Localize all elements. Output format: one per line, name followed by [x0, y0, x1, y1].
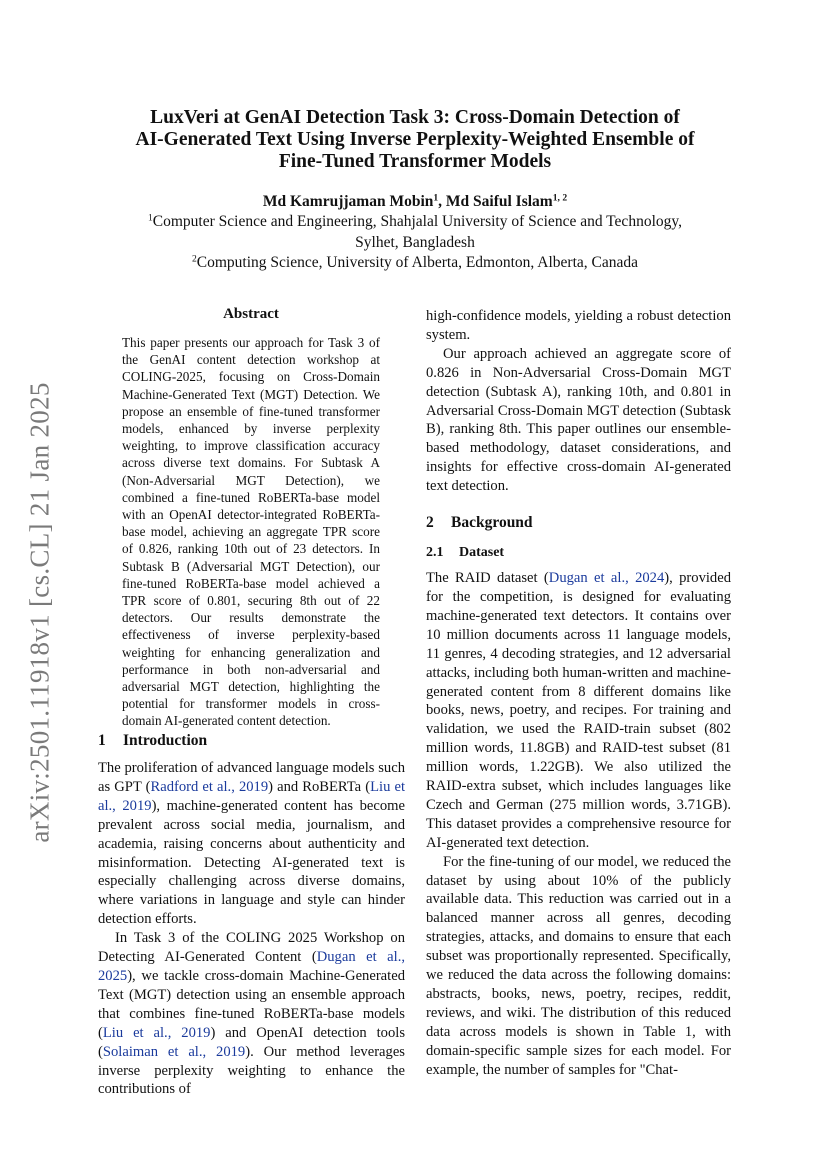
- text-run: ) and OpenAI detection tools (: [98, 1024, 406, 1060]
- text-run: The RAID dataset (: [426, 570, 549, 587]
- paragraph: [98, 759, 405, 929]
- subsection-number: 2.1: [426, 545, 444, 561]
- dataset-text: [426, 569, 731, 1079]
- abstract-heading: Abstract: [223, 306, 279, 322]
- affil-mark: 1: [147, 212, 153, 224]
- paper-title: [110, 107, 720, 173]
- affiliation: [110, 212, 720, 233]
- text-run: ), provided for the competition, is designed for evaluating machine-generated text detectors. It contains over 10 million documents across 11 language models, 11 genres, 4 decoding strategies, and 12 adversarial attacks, including both human-written and machine-generated content from 8 different domains like books, news, poetry, and recipes. For training and validation, we used the RAID-train subset (802 million words, 11.8GB) and RAID-test subset (81 million words, 1.22GB). We also utilized the RAID-extra subset, which includes languages like Czech and German (275 million words, 3.71GB). This dataset provides a comprehensive resource for AI-generated text detection.: [426, 570, 731, 851]
- section-heading: [98, 731, 405, 751]
- paragraph: [426, 569, 731, 853]
- author-name: Md Kamrujjaman Mobin: [262, 193, 434, 210]
- subsection-title: Dataset: [459, 545, 505, 561]
- affil-text: Computer Science and Engineering, Shahjalal University of Science and Technology,: [152, 213, 682, 230]
- text-run: ), machine-generated content has become prevalent across social media, journalism, and academia, raising concerns about authenticity and misinformation. Detecting AI-generated text is especially challenging across diverse domains, where variations in language and style can hinder detection efforts.: [98, 797, 405, 928]
- affil-text: Computing Science, University of Alberta, Edmonton, Alberta, Canada: [196, 254, 639, 271]
- section-number: 1: [98, 732, 106, 749]
- subsection-heading: [426, 544, 731, 562]
- arxiv-stamp: [20, 372, 60, 852]
- text-run: The proliferation of advanced language models such as GPT (: [98, 760, 405, 795]
- title-line: LuxVeri at GenAI Detection Task 3: Cross-Domain Detection of: [150, 107, 680, 128]
- citation-link[interactable]: Solaiman et al., 2019: [102, 1043, 246, 1060]
- title-line: AI-Generated Text Using Inverse Perplexity-Weighted Ensemble of: [135, 129, 695, 150]
- section-title: Background: [451, 514, 533, 532]
- affiliation-cont: Sylhet, Bangladesh: [355, 233, 475, 251]
- affiliation: [110, 253, 720, 274]
- citation-link[interactable]: Liu et al., 2019: [98, 778, 405, 814]
- text-run: In Task 3 of the COLING 2025 Workshop on Detecting AI-Generated Content (: [98, 930, 405, 966]
- citation-link[interactable]: Dugan et al., 2024: [548, 570, 665, 587]
- section-intro: [98, 731, 405, 1099]
- affiliations: [110, 212, 720, 274]
- paragraph: Our approach achieved an aggregate score of 0.826 in Non-Adversarial Cross-Domain MGT detection (Subtask A), ranking 10th, and 0.801 in Adversarial Cross-Domain MGT detection (Subtask B), ranking 8th. This paper outlines our ensemble-based methodology, dataset considerations, and insights for effective cross-domain AI-generated text detection.: [426, 345, 731, 495]
- affil-mark: 2: [191, 253, 197, 265]
- title-line: Fine-Tuned Transformer Models: [278, 151, 552, 172]
- paragraph: high-confidence models, yielding a robust detection system.: [426, 308, 731, 343]
- author-name: Md Saiful Islam: [445, 193, 553, 210]
- citation-link[interactable]: Dugan et al., 2025: [98, 949, 405, 984]
- intro-text: [98, 759, 405, 1099]
- text-run: ). Our method leverages inverse perplexity weighting to enhance the contributions of: [98, 1043, 405, 1098]
- section-heading: [426, 513, 731, 533]
- citation-link[interactable]: Radford et al., 2019: [150, 778, 269, 795]
- text-run: ), we tackle cross-domain Machine-Generated Text (MGT) detection using an ensemble approach that combines fine-tuned RoBERTa-base models (: [98, 967, 405, 1041]
- author-affil-mark: 1: [433, 192, 439, 204]
- right-column: [426, 307, 731, 1080]
- author-affil-mark: 1, 2: [552, 192, 568, 204]
- paragraph: [98, 929, 405, 1099]
- paragraph: For the fine-tuning of our model, we reduced the dataset by using about 10% of the publicly available data. This reduction was carried out in a balanced manner across all genres, decoding strategies, attacks, and domains to ensure that each subset was proportionally represented. Specifically, we reduced the data across the following domains: abstracts, books, news, poetry, recipes, reddit, reviews, and wiki. The distribution of this reduced data across models is shown in Table 1, with domain-specific sample sizes for each model. For example, the number of samples for "Chat-: [426, 853, 731, 1078]
- section-title: Introduction: [123, 732, 208, 749]
- abstract-body: This paper presents our approach for Task 3 of the GenAI content detection workshop at COLING-2025, focusing on Cross-Domain Machine-Generated Text (MGT) Detection. We propose an ensemble of fine-tuned transformer models, enhanced by inverse perplexity weighting, to improve classification accuracy across diverse text domains. For Subtask A (Non-Adversarial MGT Detection), we combined a fine-tuned RoBERTa-base model with an OpenAI detector-integrated RoBERTa-base model, achieving an aggregate TPR score of 0.826, ranking 10th out of 23 detectors. In Subtask B (Adversarial MGT Detection), our fine-tuned RoBERTa-base model achieved a TPR score of 0.801, securing 8th out of 22 detectors. Our results demonstrate the effectiveness of inverse perplexity-based weighting for enhancing generalization and performance in both non-adversarial and adversarial MGT detection, highlighting the potential for transformer models in cross-domain AI-generated content detection.: [122, 335, 380, 729]
- citation-link[interactable]: Liu et al., 2019: [102, 1024, 211, 1041]
- text-run: ) and RoBERTa (: [268, 778, 371, 795]
- arxiv-stamp-text: arXiv:2501.11918v1 [cs.CL] 21 Jan 2025: [24, 381, 55, 843]
- author-list: Md Kamrujjaman Mobin$^1$, Md Saiful Islam$^{1, 2}$: [262, 192, 568, 210]
- section-number: 2: [426, 514, 434, 532]
